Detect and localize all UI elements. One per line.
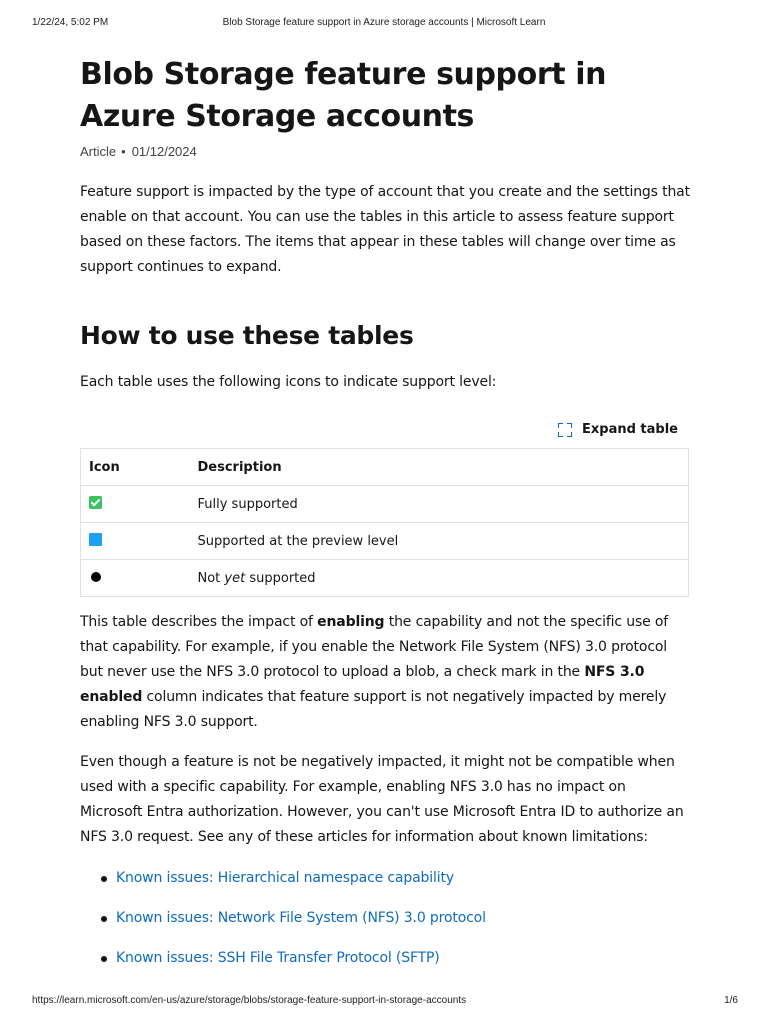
print-header	[0, 17, 768, 31]
bold-nfs-enabled: NFS 3.0 enabled	[80, 664, 645, 705]
text-run: the capability and not the specific use of that capability. For example, if you enable the Network File System (NFS) 3.0 protocol but never use the NFS 3.0 protocol to upload a blob, a check mark in the	[80, 614, 669, 680]
text-run: column indicates that feature support is not negatively impacted by merely enabling NFS 3.0 support.	[80, 689, 667, 730]
table-cell-icon	[81, 523, 188, 560]
intro-paragraph: Feature support is impacted by the type of account that you create and the settings that enable on that account. You can use the tables in this article to assess feature support based on these factors. The items that appear in these tables will change over time as support continues to expand.	[80, 184, 690, 275]
table-cell-icon	[81, 486, 188, 523]
link-known-issues-sftp[interactable]: Known issues: SSH File Transfer Protocol (SFTP)	[116, 950, 440, 966]
section-heading: How to use these tables	[80, 321, 414, 350]
column-header-icon: Icon	[81, 449, 188, 486]
print-page-title: Blob Storage feature support in Azure storage accounts | Microsoft Learn	[222, 17, 546, 28]
article-type: Article	[80, 144, 117, 159]
table-toolbar	[80, 422, 690, 444]
article	[80, 54, 690, 971]
bold-enabling: enabling	[317, 614, 385, 630]
text-run: This table describes the impact of	[80, 614, 318, 630]
list-item	[80, 906, 690, 931]
expand-table-button[interactable]	[558, 422, 678, 437]
legend-table	[80, 448, 689, 597]
page-number: 1/6	[724, 995, 738, 1006]
list-item	[80, 946, 690, 971]
expand-table-label: Expand table	[582, 422, 678, 437]
page-title: Blob Storage feature support in Azure Storage accounts	[80, 57, 607, 134]
expand-icon	[558, 423, 572, 437]
table-cell-description: Fully supported	[188, 486, 689, 523]
description-emphasis: yet	[224, 570, 246, 586]
link-known-issues-hns[interactable]: Known issues: Hierarchical namespace capability	[116, 870, 454, 886]
article-date: 01/12/2024	[131, 144, 197, 159]
capability-paragraph	[80, 610, 690, 735]
not-supported-dot-icon	[91, 572, 101, 582]
known-issues-list	[80, 866, 690, 971]
table-cell-description: Supported at the preview level	[188, 523, 689, 560]
section-intro: Each table uses the following icons to indicate support level:	[80, 374, 497, 390]
print-datetime: 1/22/24, 5:02 PM	[32, 17, 109, 28]
preview-blue-square-icon	[89, 533, 102, 546]
description-prefix: Not	[197, 570, 225, 586]
check-green-icon	[89, 496, 102, 509]
article-meta	[80, 143, 690, 161]
compatibility-paragraph: Even though a feature is not be negatively impacted, it might not be compatible when used with a specific capability. For example, enabling NFS 3.0 has no impact on Microsoft Entra authorization. However, you can't use Microsoft Entra ID to authorize an NFS 3.0 request. See any of these articles for information about known limitations:	[80, 754, 684, 845]
meta-separator: •	[121, 144, 126, 159]
table-row	[81, 486, 689, 523]
table-row	[81, 523, 689, 560]
print-url: https://learn.microsoft.com/en-us/azure/storage/blobs/storage-feature-support-in-storage-accounts	[32, 995, 467, 1006]
column-header-description: Description	[188, 449, 689, 486]
table-header-row	[81, 449, 689, 486]
description-suffix: supported	[245, 570, 316, 586]
table-cell-icon	[81, 560, 188, 597]
table-cell-description	[188, 560, 689, 597]
table-row	[81, 560, 689, 597]
link-known-issues-nfs[interactable]: Known issues: Network File System (NFS) 3.0 protocol	[116, 910, 486, 926]
list-item	[80, 866, 690, 891]
print-footer	[0, 995, 768, 1009]
